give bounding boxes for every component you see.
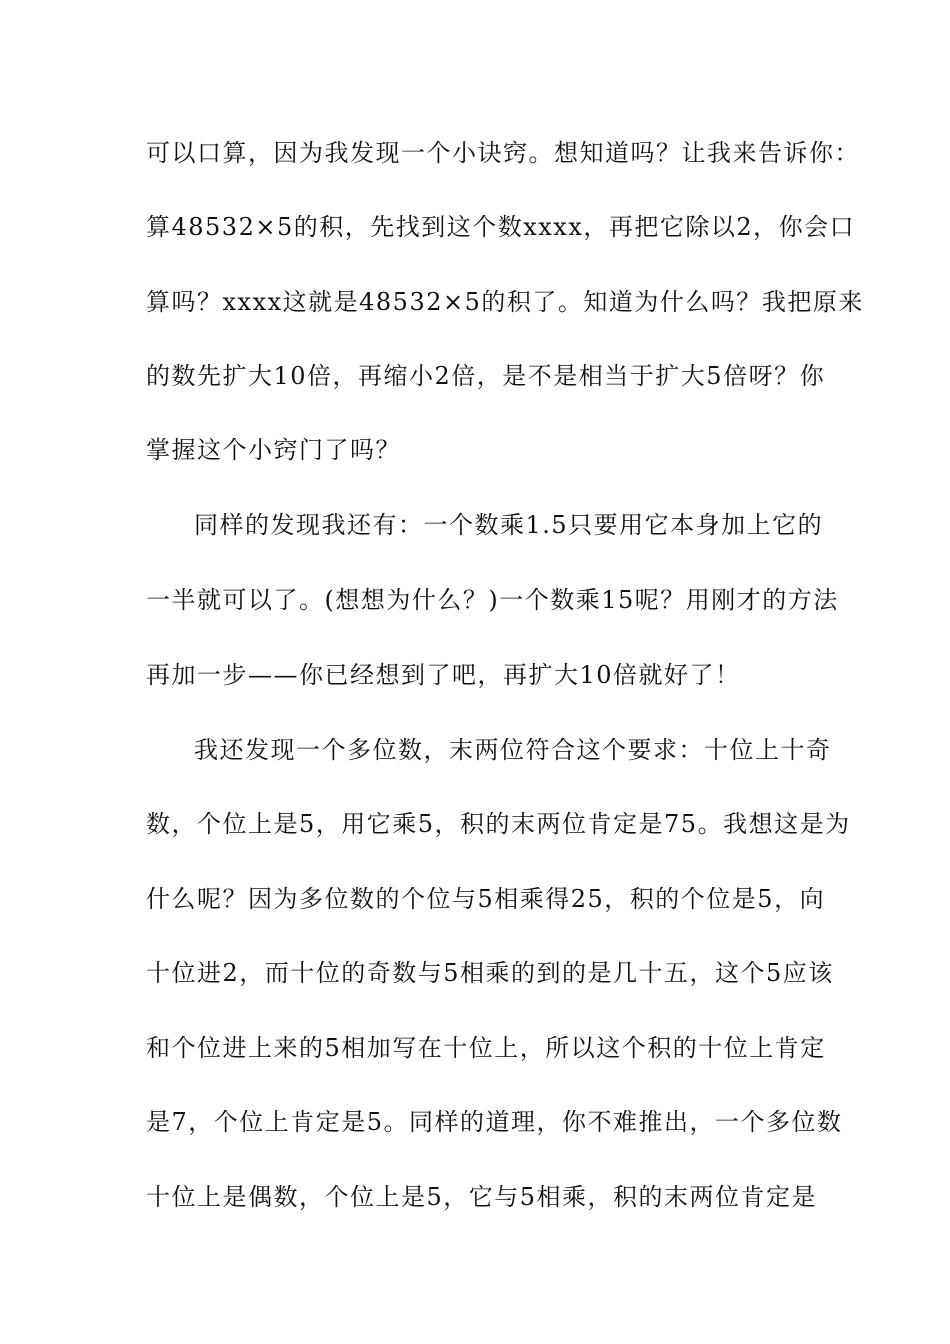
text-line: 数，个位上是5，用它乘5，积的末两位肯定是75。我想这是为 bbox=[146, 810, 851, 838]
text-line: 掌握这个小窍门了吗？ bbox=[146, 436, 401, 464]
text-line: 算吗？xxxx这就是48532×5的积了。知道为什么吗？我把原来 bbox=[146, 288, 864, 316]
paragraph-first-line: 同样的发现我还有：一个数乘1.5只要用它本身加上它的 bbox=[194, 511, 824, 539]
paragraph-first-line: 我还发现一个多位数，末两位符合这个要求：十位上十奇 bbox=[194, 736, 832, 764]
text-line: 再加一步——你已经想到了吧，再扩大10倍就好了！ bbox=[146, 661, 741, 689]
text-line: 的数先扩大10倍，再缩小2倍，是不是相当于扩大5倍呀？你 bbox=[146, 362, 826, 390]
text-line: 什么呢？因为多位数的个位与5相乘得25，积的个位是5，向 bbox=[146, 885, 826, 913]
text-line: 和个位进上来的5相加写在十位上，所以这个积的十位上肯定 bbox=[146, 1034, 826, 1062]
text-line: 可以口算，因为我发现一个小诀窍。想知道吗？让我来告诉你： bbox=[146, 139, 860, 167]
text-line: 十位进2，而十位的奇数与5相乘的到的是几十五，这个5应该 bbox=[146, 959, 834, 987]
text-line: 算48532×5的积，先找到这个数xxxx，再把它除以2，你会口 bbox=[146, 213, 856, 241]
text-line: 十位上是偶数，个位上是5，它与5相乘，积的末两位肯定是 bbox=[146, 1183, 818, 1211]
text-line: 一半就可以了。(想想为什么？)一个数乘15呢？用刚才的方法 bbox=[146, 586, 839, 614]
text-line: 是7，个位上肯定是5。同样的道理，你不难推出，一个多位数 bbox=[146, 1108, 843, 1136]
